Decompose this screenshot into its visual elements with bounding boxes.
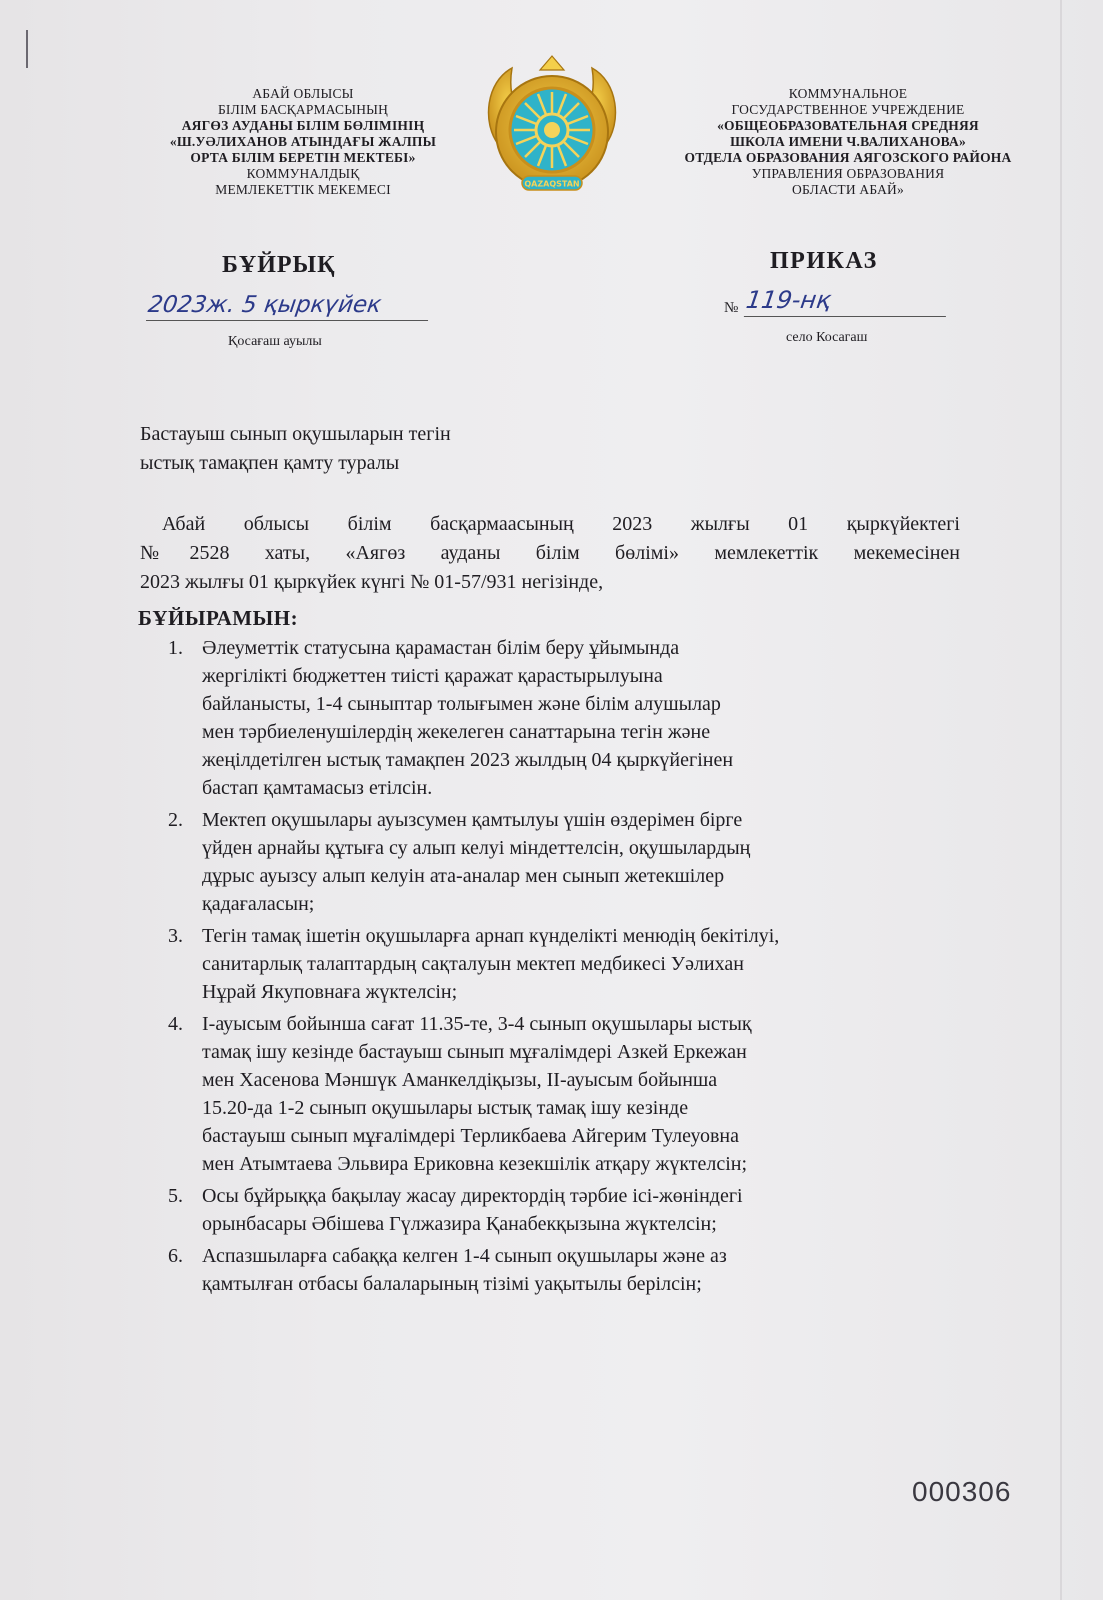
preamble-paragraph (140, 510, 960, 597)
decree-item-number: 4. (168, 1013, 183, 1035)
header-left-line: КОММУНАЛДЫҚ (246, 166, 360, 181)
decree-item (168, 1010, 1008, 1178)
decree-item-line: Осы бұйрыққа бақылау жасау директордің тәрбие ісі-жөніндегі (202, 1185, 743, 1207)
header-left-kz (138, 86, 468, 198)
decree-item-line: қамтылған отбасы балаларының тізімі уақытылы берілсін; (202, 1273, 702, 1295)
header-right-line: ОБЛАСТИ АБАЙ» (792, 182, 904, 197)
decree-item-line: дұрыс ауызсу алып келуін ата-аналар мен сынып жетекшілер (202, 865, 725, 887)
decree-item-number: 3. (168, 925, 183, 947)
decree-item-line: Мектеп оқушылары ауызсумен қамтылуы үшін өздерімен бірге (202, 809, 743, 831)
decree-item-line: жергілікті бюджеттен тиісті қаражат қарастырылуына (202, 665, 663, 687)
decree-item (168, 1242, 1008, 1298)
decree-item-line: қадағаласын; (202, 893, 315, 915)
decree-item-number: 1. (168, 637, 183, 659)
kazakhstan-emblem-icon (478, 52, 626, 204)
decree-item-line: Тегін тамақ ішетін оқушыларға арнап күнделікті менюдің бекітілуі, (202, 925, 780, 947)
decree-item-line: мен тәрбиеленушілердің жекелеген санаттарына тегін және (202, 721, 711, 743)
place-ru: село Косагаш (786, 330, 868, 345)
header-right-line: ГОСУДАРСТВЕННОЕ УЧРЕЖДЕНИЕ (731, 102, 965, 117)
decree-item (168, 806, 1008, 918)
decree-item-line: Әлеуметтік статусына қарамастан білім беру ұйымында (202, 637, 680, 659)
serial-number: 000306 (912, 1476, 1012, 1507)
decree-item-line: мен Хасенова Мәншүк Аманкелдіқызы, ІІ-ауысым бойынша (202, 1069, 718, 1091)
emblem-text: QAZAQSTAN (524, 179, 580, 189)
decree-item (168, 922, 1008, 1006)
header-left-line: МЕМЛЕКЕТТІК МЕКЕМЕСІ (215, 182, 391, 197)
header-right-line: КОММУНАЛЬНОЕ (788, 86, 908, 101)
place-kz: Қосағаш ауылы (228, 334, 322, 349)
order-number-handwritten: 119-нқ (744, 286, 950, 317)
order-number-sign: № (724, 300, 739, 316)
preamble-line: №2528 хаты, «Аягөз ауданы білім бөлімі» мемлекеттік мекемесінен (140, 542, 960, 564)
header-left-line: «Ш.УӘЛИХАНОВ АТЫНДАҒЫ ЖАЛПЫ (169, 134, 437, 149)
order-date-handwritten: 2023ж. 5 қыркүйек (146, 292, 432, 321)
header-left-line: БІЛІМ БАСҚАРМАСЫНЫҢ (217, 102, 389, 117)
decree-item-number: 2. (168, 809, 183, 831)
header-left-line: ОРТА БІЛІМ БЕРЕТІН МЕКТЕБІ» (190, 150, 416, 165)
header-left-line: АБАЙ ОБЛЫСЫ (252, 86, 354, 101)
decree-item-line: үйден арнайы құтыға су алып келуі міндеттелсін, оқушылардың (202, 837, 751, 859)
order-title-ru: ПРИКАЗ (770, 248, 878, 274)
subject-line: Бастауыш сынып оқушыларын тегін (140, 423, 451, 445)
header-right-line: ОТДЕЛА ОБРАЗОВАНИЯ АЯГОЗСКОГО РАЙОНА (684, 150, 1012, 165)
decree-item-line: мен Атымтаева Эльвира Ериковна кезекшілік атқару жүктелсін; (202, 1153, 748, 1175)
header-right-line: ШКОЛА ИМЕНИ Ч.ВАЛИХАНОВА» (730, 134, 966, 149)
decree-item-line: жеңілдетілген ыстық тамақпен 2023 жылдың 04 қыркүйегінен (202, 749, 734, 771)
decree-item-line: бастап қамтамасыз етілсін. (202, 777, 433, 799)
decree-item-line: байланысты, 1-4 сыныптар толығымен және білім алушылар (202, 693, 721, 715)
preamble-line: 2023 жылғы 01 қыркүйек күнгі № 01-57/931 негізінде, (140, 571, 604, 593)
decree-item-number: 6. (168, 1245, 183, 1267)
decree-item-line: Аспазшыларға сабаққа келген 1-4 сынып оқушылары және аз (202, 1245, 727, 1267)
margin-mark (26, 30, 28, 68)
decree-item (168, 1182, 1008, 1238)
order-subject (140, 420, 451, 478)
decree-item-line: санитарлық талаптардың сақталуын мектеп медбикесі Уәлихан (202, 953, 744, 975)
decree-item-line: 15.20-да 1-2 сынып оқушылары ыстық тамақ ішу кезінде (202, 1097, 689, 1119)
decree-item-number: 5. (168, 1185, 183, 1207)
decree-item-line: бастауыш сынып мұғалімдері Терликбаева Айгерим Тулеуовна (202, 1125, 739, 1147)
header-right-line: УПРАВЛЕНИЯ ОБРАЗОВАНИЯ (751, 166, 945, 181)
page-edge (1060, 0, 1062, 1600)
decree-item-line: Нұрай Якуповнаға жүктелсін; (202, 981, 458, 1003)
header-right-line: «ОБЩЕОБРАЗОВАТЕЛЬНАЯ СРЕДНЯЯ (717, 118, 979, 133)
decree-item-line: орынбасары Әбішева Гүлжазира Қанабекқызына жүктелсін; (202, 1213, 717, 1235)
decree-item-line: І-ауысым бойынша сағат 11.35-те, 3-4 сынып оқушылары ыстық (202, 1013, 752, 1035)
decree-heading: БҰЙЫРАМЫН: (138, 606, 299, 630)
subject-line: ыстық тамақпен қамту туралы (140, 452, 400, 474)
decree-items-list (168, 634, 1008, 1302)
order-title-kz: БҰЙРЫҚ (222, 252, 336, 278)
decree-item (168, 634, 1008, 802)
preamble-line: Абай облысы білім басқармаасының 2023 жылғы 01 қыркүйектегі (162, 513, 960, 535)
decree-item-line: тамақ ішу кезінде бастауыш сынып мұғалімдері Азкей Еркежан (202, 1041, 747, 1063)
header-left-line: АЯГӨЗ АУДАНЫ БІЛІМ БӨЛІМІНІҢ (181, 118, 425, 133)
header-right-ru (648, 86, 1048, 198)
